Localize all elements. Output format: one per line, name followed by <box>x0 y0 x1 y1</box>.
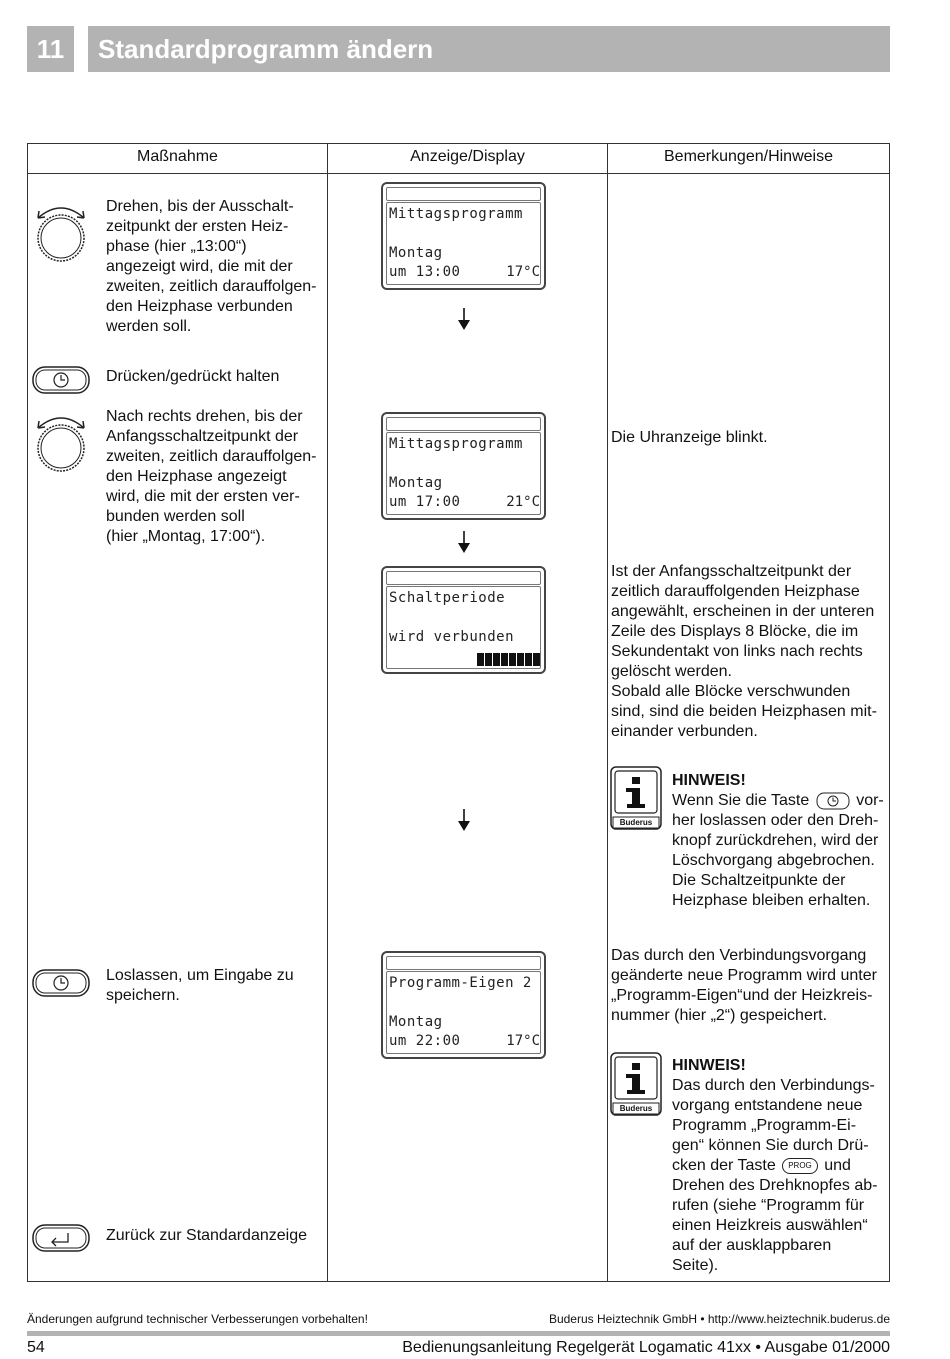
column-header-bemerkungen: Bemerkungen/Hinweise <box>664 148 833 165</box>
step5-description: Zurück zur Standardanzeige <box>106 1227 307 1244</box>
hinweis-title: HINWEIS! <box>672 772 746 789</box>
progress-block <box>509 653 516 666</box>
brand-label: Buderus <box>619 1104 653 1113</box>
clock-key-icon <box>816 792 850 810</box>
column-header-massnahme: Maßnahme <box>137 148 218 165</box>
lcd-display-1: Mittagsprogramm Montag um 13:00 17°C <box>381 182 546 290</box>
progress-block <box>477 653 484 666</box>
down-arrow-icon <box>457 308 471 330</box>
table-top-border <box>27 143 890 144</box>
column-divider-1 <box>327 143 328 1282</box>
remark-blocks-explanation: Ist der Anfangsschaltzeitpunkt der zeitlich darauffolgenden Heizphase angewählt, erscheinen in der unteren Zeile des Displays 8 Blöcke, die im Sekundentakt von links nach rechts gelöscht werden. Sobald alle Blöcke verschwunden sind, sind die beiden Heizphasen mit- einander verbunden. <box>611 563 877 740</box>
page-number: 54 <box>27 1339 45 1356</box>
table-bottom-border <box>27 1281 890 1282</box>
brand-label: Buderus <box>619 818 653 827</box>
table-right-border <box>889 143 890 1282</box>
footer-rule <box>27 1331 890 1336</box>
step3-description: Nach rechts drehen, bis der Anfangsschaltzeitpunkt der zweiten, zeitlich darauffolgen- den Heizphase angezeigt wird, die mit der ersten ver- bunden werden soll (hier „Montag, 17:00“). <box>106 408 317 545</box>
progress-block <box>517 653 524 666</box>
hinweis-2: HINWEIS! Das durch den Verbindungs- vorgang entstandene neue Programm „Programm-Ei- gen“ können Sie durch Drü- cken der Taste PROG und Drehen des Drehknopfes ab- rufen (siehe “Programm für einen Heizkreis auswählen“ auf der ausklappbaren Seite). <box>672 1056 888 1276</box>
down-arrow-icon <box>457 809 471 831</box>
lcd-display-3: Schaltperiode wird verbunden <box>381 566 546 674</box>
step1-description: Drehen, bis der Ausschalt- zeitpunkt der ersten Heiz- phase (hier „13:00“) angezeigt wird, die mit der zweiten, zeitlich darauffolgen- den Heizphase verbunden werden soll. <box>106 198 317 335</box>
progress-block <box>485 653 492 666</box>
progress-blocks <box>477 653 540 666</box>
step2-description: Drücken/gedrückt halten <box>106 368 280 385</box>
hinweis-1: HINWEIS! Wenn Sie die Taste vor- her loslassen oder den Dreh- knopf zurückdrehen, wird der Löschvorgang abgebrochen. Die Schaltzeitpunkte der Heizphase bleiben erhalten. <box>672 771 888 911</box>
table-header-divider <box>27 173 890 174</box>
column-divider-2 <box>607 143 608 1282</box>
prog-key-icon: PROG <box>782 1158 818 1174</box>
lcd-display-4: Programm-Eigen 2 Montag um 22:00 17°C <box>381 951 546 1059</box>
progress-block <box>533 653 540 666</box>
step4-description: Loslassen, um Eingabe zu speichern. <box>106 967 294 1004</box>
rotary-knob-icon <box>30 406 92 476</box>
clock-key-icon <box>32 969 90 997</box>
doc-title: Bedienungsanleitung Regelgerät Logamatic 41xx • Ausgabe 01/2000 <box>402 1339 890 1356</box>
return-key-icon <box>32 1224 90 1252</box>
progress-block <box>501 653 508 666</box>
footer-disclaimer: Änderungen aufgrund technischer Verbesserungen vorbehalten! <box>27 1312 368 1326</box>
column-header-display: Anzeige/Display <box>410 148 525 165</box>
progress-block <box>525 653 532 666</box>
lcd-display-2: Mittagsprogramm Montag um 17:00 21°C <box>381 412 546 520</box>
down-arrow-icon <box>457 531 471 553</box>
progress-block <box>493 653 500 666</box>
clock-key-icon <box>32 366 90 394</box>
hinweis-title: HINWEIS! <box>672 1057 746 1074</box>
table-left-border <box>27 143 28 1282</box>
rotary-knob-icon <box>30 196 92 266</box>
remark-program-saved: Das durch den Verbindungsvorgang geänderte neue Programm wird unter „Programm-Eigen“und der Heizkreis- nummer (hier „2“) gespeichert. <box>611 947 877 1024</box>
remark-clock-blinks: Die Uhranzeige blinkt. <box>611 429 768 446</box>
footer-company: Buderus Heiztechnik GmbH • http://www.heiztechnik.buderus.de <box>548 1312 890 1326</box>
page-title: Standardprogramm ändern <box>88 26 890 72</box>
chapter-number: 11 <box>27 26 74 72</box>
